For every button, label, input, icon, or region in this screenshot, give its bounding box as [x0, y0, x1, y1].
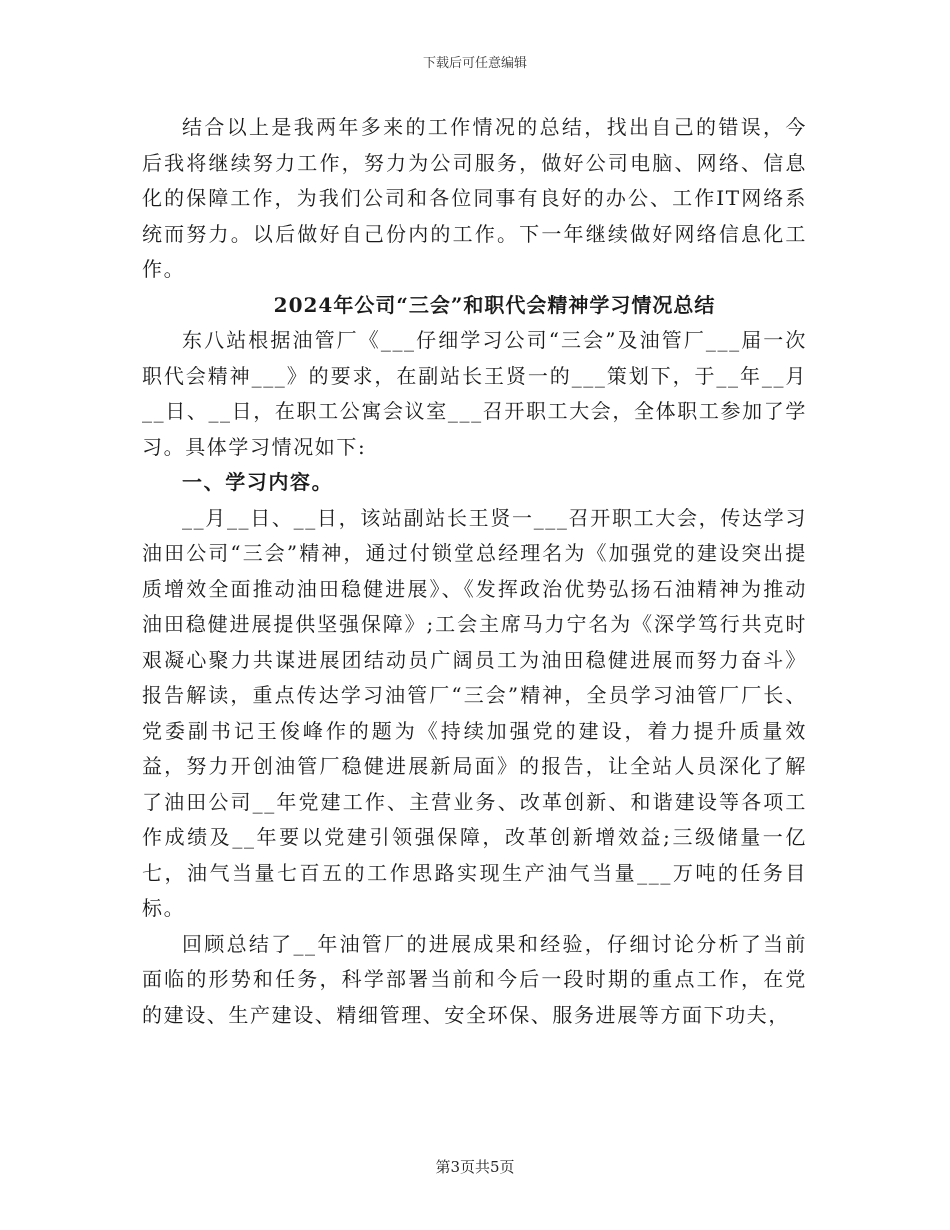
page-number: 第3页共5页: [435, 1158, 515, 1176]
paragraph-2: __月__日、__日，该站副站长王贤一___召开职工大会，传达学习油田公司“三会”精神，通过付锁堂总经理名为《加强党的建设突出提质增效全面推动油田稳健进展》、《发挥政治优势弘扬石油精神为推动油田稳健进展提供坚强保障》;工会主席马力宁名为《深学笃行共克时艰凝心聚力共谋进展团结动员广阔员工为油田稳健进展而努力奋斗》报告解读，重点传达学习油管厂“三会”精神，全员学习油管厂厂长、党委副书记王俊峰作的题为《持续加强党的建设，着力提升质量效益，努力开创油管厂稳健进展新局面》的报告，让全站人员深化了解了油田公司__年党建工作、主营业务、改革创新、和谐建设等各项工作成绩及__年要以党建引领强保障，改革创新增效益;三级储量一亿七，油气当量七百五的工作思路实现生产油气当量___万吨的任务目标。: [142, 505, 807, 920]
paragraph-1: 东八站根据油管厂《___仔细学习公司“三会”及油管厂___届一次职代会精神___》的要求，在副站长王贤一的___策划下，于__年__月__日、__日，在职工公寓会议室___召开职工大会，全体职工参加了学习。具体学习情况如下:: [142, 328, 807, 459]
paragraph-3: 回顾总结了__年油管厂的进展成果和经验，仔细讨论分析了当前面临的形势和任务，科学部署当前和今后一段时期的重点工作，在党的建设、生产建设、精细管理、安全环保、服务进展等方面下功夫，: [142, 931, 807, 1027]
page-header-note: 下载后可任意编辑: [422, 56, 527, 71]
section-title: 2024年公司“三会”和职代会精神学习情况总结: [273, 292, 716, 317]
subheading-study-content: 一、学习内容。: [182, 470, 334, 494]
document-body: [142, 110, 807, 1033]
intro-paragraph: 结合以上是我两年多来的工作情况的总结，找出自己的错误，今后我将继续努力工作，努力为公司服务，做好公司电脑、网络、信息化的保障工作，为我们公司和各位同事有良好的办公、工作IT网络系统而努力。以后做好自己份内的工作。下一年继续做好网络信息化工作。: [142, 115, 807, 281]
